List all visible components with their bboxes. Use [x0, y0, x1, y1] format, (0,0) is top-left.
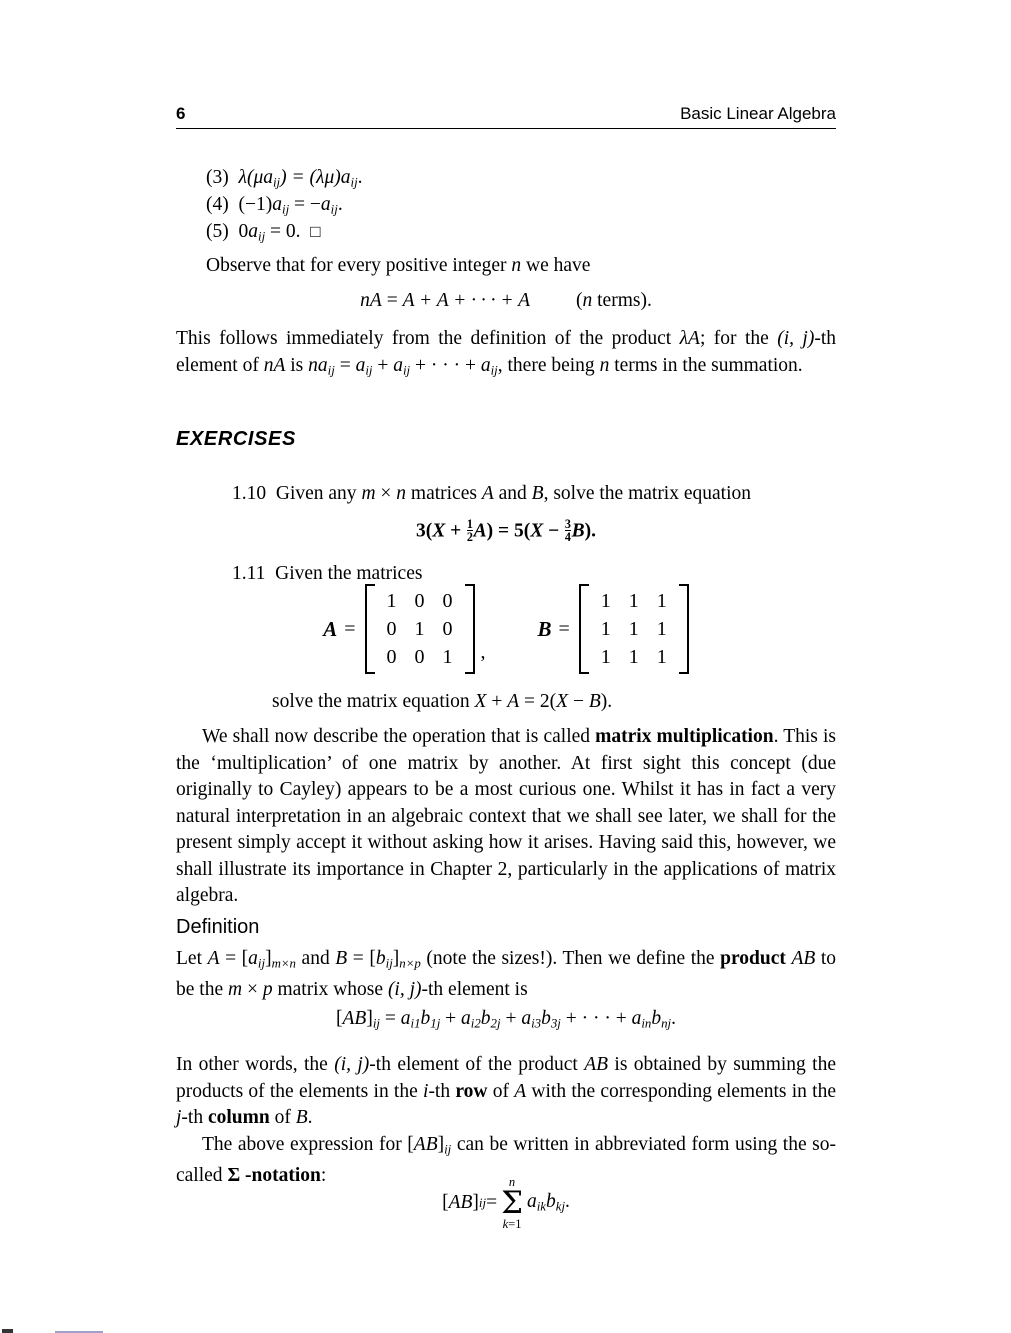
matrix-B-cell: 1 [656, 646, 667, 668]
matrix-B-row [592, 615, 676, 643]
follows-n: n [599, 354, 610, 376]
eqAB-t1-b-sub: 1j [430, 1016, 441, 1031]
exercises-heading: EXERCISES [176, 428, 296, 450]
matrix-A [365, 584, 475, 674]
def-times: × [242, 979, 263, 1001]
equation-summation [176, 1172, 836, 1234]
eqsum-b: b [546, 1191, 556, 1213]
def-aij-sub: ij [257, 956, 266, 971]
inother-end: . [307, 1107, 313, 1128]
exercise-1-11-number: 1.11 [232, 563, 266, 584]
matrix-B-row [592, 587, 676, 615]
def-c: ] [265, 948, 272, 969]
eqsum-sub: ij [478, 1195, 487, 1210]
inother-i-index: i [423, 1080, 429, 1102]
eq110-tail: ). [584, 520, 596, 542]
eqsum-bracket-close: ] [472, 1192, 479, 1213]
solve-minus: − [568, 691, 589, 712]
eqAB-t4-b-sub: nj [661, 1016, 672, 1031]
book-section-title: Basic Linear Algebra [680, 104, 836, 123]
def-j: matrix whose [272, 979, 388, 1001]
matrix-B-cell: 1 [600, 618, 611, 640]
eqAB-t1-b: b [420, 1008, 431, 1029]
matrix-A-cell: 0 [442, 618, 453, 640]
def-k: -th element is [421, 979, 528, 1001]
exercise-1-10 [232, 480, 751, 507]
matrix-separator-comma: , [480, 641, 486, 663]
fraction-one-half [467, 518, 473, 544]
follows-f: + [372, 354, 394, 376]
matrices-A-and-B [176, 588, 836, 670]
def-AB: AB [791, 948, 816, 969]
eq-nA-note-n: n [582, 290, 593, 311]
def-size-np: n×p [399, 956, 421, 971]
eqAB-t2-a-sub: i2 [470, 1016, 481, 1031]
def-A: A [207, 948, 220, 969]
eqAB-op2: + [500, 1008, 522, 1029]
def-aij: a [248, 948, 258, 969]
follows-aij2-sub: ij [402, 363, 411, 378]
matrix-A-row [378, 587, 462, 615]
summation-upper-limit: n [508, 1174, 516, 1189]
eq110-plus: + [445, 520, 467, 542]
matrix-B-cell: 1 [600, 590, 611, 612]
eqAB-op1: + [440, 1008, 462, 1029]
axiom-3-a2: a [340, 167, 351, 188]
observe-tail: we have [521, 255, 591, 276]
page-number: 6 [176, 104, 186, 123]
page-content [176, 0, 836, 1333]
matrix-B-cell: 1 [656, 590, 667, 612]
def-size-mn: m×n [271, 956, 296, 971]
eqsum-tail: . [565, 1191, 570, 1213]
inother-column-bold: column [207, 1107, 270, 1128]
solve-A: A [507, 691, 520, 712]
axiom-3-sub: ij [272, 175, 281, 190]
follows-aij1: a [355, 354, 366, 376]
matrix-B-equals: = [558, 617, 570, 640]
follows-g: + · · · + [410, 354, 481, 376]
abbrev-b: ] [437, 1134, 445, 1155]
def-g: (note the sizes!). Then we define the [420, 948, 721, 969]
eqAB-t1-a-sub: i1 [410, 1016, 421, 1031]
inother-h: of [269, 1107, 296, 1128]
exercise-1-10-times: × [375, 483, 397, 504]
summation-lower-rest: =1 [508, 1217, 522, 1231]
abbrev-c: can be written in abbreviated form using the so-called [176, 1134, 836, 1187]
exercise-1-10-text-b: matrices [406, 483, 482, 504]
abbrev-sigma-notation-bold: Σ -notation [227, 1165, 321, 1187]
inother-d: -th [428, 1080, 456, 1102]
def-i: to be the [176, 948, 837, 1001]
exercise-1-10-number: 1.10 [232, 483, 267, 504]
axiom-3-end: . [357, 167, 363, 188]
eqAB-t2-b: b [480, 1008, 491, 1029]
axiom-4-a: a [272, 194, 282, 215]
inother-A: A [514, 1080, 527, 1102]
axiom-4-pre: (−1) [238, 194, 273, 215]
inother-j-index: j [176, 1107, 182, 1128]
eq-nA-terms: A + A + · · · + A [402, 290, 531, 311]
exercise-1-10-text-c: and [493, 483, 532, 504]
matrix-A-cell: 1 [386, 590, 397, 612]
header-rule [176, 128, 836, 129]
axiom-4-number: (4) [206, 194, 229, 215]
matrix-A-cell: 0 [414, 646, 425, 668]
matrix-B-cell: 1 [600, 646, 611, 668]
eqsum-bracket-open: [ [442, 1192, 449, 1213]
eq-nA-n: n [360, 290, 370, 311]
def-m: m [227, 979, 243, 1001]
def-d: and [295, 948, 336, 969]
exercise-1-10-m: m [361, 483, 376, 504]
paragraph-follows [176, 326, 836, 384]
follows-e: = [334, 354, 356, 376]
abbrev-a: The above expression for [ [202, 1134, 414, 1155]
eq-nA-note-open: ( [576, 290, 583, 311]
observe-n: n [511, 255, 522, 276]
eqAB-bracket-open: [ [336, 1008, 343, 1029]
equation-nA [176, 288, 836, 315]
running-head [176, 104, 836, 134]
matrix-A-cell: 1 [442, 646, 453, 668]
axiom-5-sub: ij [258, 229, 266, 244]
eqAB-t2-b-sub: 2j [490, 1016, 501, 1031]
solve-X: X [474, 691, 487, 712]
eqAB-t3-b-sub: 3j [550, 1016, 561, 1031]
eqAB-rel: = [380, 1008, 401, 1029]
matrix-A-cell: 0 [386, 646, 397, 668]
matrix-B-cell: 1 [628, 618, 639, 640]
equation-AB-expansion [176, 1006, 836, 1037]
matrix-B-grid [592, 587, 676, 671]
def-ij: (i, j) [387, 979, 422, 1001]
eq110-lead: 3( [415, 520, 433, 542]
eq110-X2: X [530, 520, 544, 542]
eqsum-rel: = [486, 1192, 498, 1213]
eq-nA-note-rest: terms). [592, 290, 652, 311]
matrix-A-row [378, 643, 462, 671]
eqAB-AB: AB [342, 1008, 367, 1029]
summation-lower-limit [503, 1218, 522, 1231]
fraction-three-quarters [565, 518, 571, 544]
matrix-A-label: A [323, 616, 338, 641]
solve-text-a: solve the matrix equation [272, 691, 475, 712]
def-f: ] [392, 948, 400, 969]
summation-operator [501, 1176, 523, 1231]
solve-B: B [588, 691, 601, 712]
def-a: Let [176, 948, 208, 969]
follows-i: terms in the summation. [609, 354, 803, 376]
matrix-B-cell: 1 [628, 590, 639, 612]
axiom-3-number: (3) [206, 167, 229, 188]
follows-naij: na [308, 354, 328, 376]
matrix-A-grid [378, 587, 462, 671]
eqsum-a-sub: ik [536, 1199, 547, 1214]
def-B: B [335, 948, 348, 969]
axiom-4-sub2: ij [330, 202, 338, 217]
def-bij-sub: ij [385, 956, 393, 971]
axiom-5-mid: = 0. [265, 221, 301, 242]
follows-aij1-sub: ij [365, 363, 373, 378]
exercise-1-10-text-d: , solve the matrix equation [543, 483, 752, 504]
inother-e: of [487, 1080, 515, 1102]
def-bij: b [375, 948, 386, 969]
qed-box-icon: □ [310, 222, 321, 241]
inother-f: with the corresponding elements in the [526, 1080, 837, 1102]
eq-nA-rel: = [381, 290, 403, 311]
follows-aij2: a [393, 354, 403, 376]
def-p: p [262, 979, 273, 1001]
axiom-5-number: (5) [206, 221, 229, 242]
eqAB-t1-a: a [400, 1008, 411, 1029]
equation-1-10 [176, 518, 836, 545]
axiom-4-a2: a [320, 194, 331, 215]
axiom-4-end: . [337, 194, 343, 215]
solve-X2: X [556, 691, 569, 712]
fraction-one-half-numerator: 1 [466, 517, 473, 531]
def-e: = [ [347, 948, 376, 969]
exercise-1-11 [232, 560, 422, 587]
eqsum-terms [527, 1191, 570, 1215]
inother-b: -th element of the product [369, 1054, 585, 1075]
mult-para-b: . This is the ‘multiplication’ of one matrix by another. At first sight this concept (due originally to Cayley) appears to be a most curious one. Whilst it has in fact a very natural interpretation in an algebraic context that we shall see later, we shall for the present simply accept it without asking how it arises. Having said this, however, we shall illustrate its importance in Chapter 2, particularly in the applications of matrix algebra. [176, 726, 836, 906]
exercise-1-10-n: n [396, 483, 407, 504]
inother-AB: AB [584, 1054, 609, 1075]
fraction-three-quarters-numerator: 3 [564, 517, 571, 531]
follows-c: -th element of [176, 328, 837, 376]
follows-naij-sub: ij [327, 363, 335, 378]
follows-ij: (i, j) [777, 328, 815, 349]
eq110-A: A [473, 520, 487, 542]
eqAB-t4-a-sub: in [641, 1016, 652, 1031]
paragraph-definition [176, 946, 836, 1004]
observe-line [206, 252, 590, 279]
eqAB-t3-a: a [521, 1008, 532, 1029]
axiom-4-mid: = − [289, 194, 321, 215]
axiom-3-sub2: ij [350, 175, 358, 190]
eqAB-t4-b: b [651, 1008, 662, 1029]
abbrev-sub: ij [444, 1142, 452, 1157]
eq-nA-A: A [369, 290, 382, 311]
eqAB-tail: . [671, 1008, 676, 1029]
eqAB-t2-a: a [461, 1008, 471, 1029]
exercise-1-10-B: B [531, 483, 544, 504]
matrix-B [579, 584, 689, 674]
inother-c: is obtained by summing the products of the elements in the [176, 1054, 836, 1102]
abbrev-AB: AB [413, 1134, 438, 1155]
solve-plus: + [486, 691, 508, 712]
inother-a: In other words, the [176, 1054, 335, 1075]
axiom-3-a: a [263, 167, 273, 188]
eq110-B: B [571, 520, 585, 542]
eq110-minus: − [543, 520, 565, 542]
paragraph-in-other-words [176, 1052, 836, 1132]
eqsum-a: a [526, 1191, 537, 1213]
def-b: = [ [219, 948, 249, 969]
matrix-A-cell: 0 [442, 590, 453, 612]
solve-eq: = 2( [519, 691, 557, 712]
sigma-icon: Σ [501, 1185, 523, 1221]
axiom-3-lhs: λ(μ [238, 167, 264, 188]
eq110-mid: ) = 5( [486, 520, 531, 542]
eqAB-op3: + · · · + [560, 1008, 632, 1029]
eqsum-b-sub: kj [555, 1199, 566, 1214]
matrix-B-cell: 1 [628, 646, 639, 668]
exercise-1-11-text: Given the matrices [275, 563, 423, 584]
axiom-5-pre: 0 [238, 221, 249, 242]
def-bold-product: product [720, 948, 786, 969]
matrix-A-row [378, 615, 462, 643]
fraction-one-half-denominator: 2 [466, 530, 473, 545]
mult-para-a: We shall now describe the operation that is called [202, 726, 596, 747]
follows-aij3: a [480, 354, 491, 376]
eqsum-AB: AB [448, 1192, 473, 1213]
abbrev-d: : [320, 1165, 327, 1187]
mult-para-bold-term: matrix multiplication [595, 726, 774, 747]
follows-aij3-sub: ij [490, 363, 498, 378]
solve-tail: ). [600, 691, 613, 712]
inother-g: -th [181, 1107, 208, 1128]
follows-nA: nA [263, 354, 286, 376]
axiom-4-sub: ij [282, 202, 290, 217]
axiom-3-mid: ) = (λμ) [280, 167, 341, 188]
matrix-A-cell: 1 [414, 618, 425, 640]
inother-row-bold: row [455, 1080, 488, 1102]
axiom-item-5 [206, 218, 321, 251]
axiom-5-a: a [248, 221, 258, 242]
summation-lower-k: k [502, 1217, 509, 1231]
inother-ij: (i, j) [334, 1054, 370, 1075]
follows-d: is [285, 354, 309, 376]
matrix-B-label: B [537, 616, 552, 641]
matrix-A-equals: = [344, 617, 356, 640]
fraction-three-quarters-denominator: 4 [564, 530, 571, 545]
eqAB-bracket-close: ] [366, 1008, 373, 1029]
eq110-X1: X [432, 520, 446, 542]
eqAB-t3-a-sub: i3 [531, 1016, 542, 1031]
follows-a: This follows immediately from the definition of the product [176, 328, 680, 349]
eqAB-t4-a: a [631, 1008, 642, 1029]
paragraph-matrix-multiplication [176, 724, 836, 910]
matrix-A-cell: 0 [414, 590, 425, 612]
eqAB-sub: ij [372, 1016, 380, 1031]
inother-B: B [295, 1107, 308, 1128]
scan-artifact-left [2, 1329, 13, 1333]
matrix-B-row [592, 643, 676, 671]
follows-lambdaA: λA [679, 328, 700, 349]
definition-heading: Definition [176, 916, 260, 938]
exercise-1-11-solve [272, 688, 612, 715]
matrix-B-cell: 1 [656, 618, 667, 640]
exercise-1-10-A: A [481, 483, 494, 504]
exercise-1-10-text-a: Given any [275, 483, 362, 504]
matrix-A-cell: 0 [386, 618, 397, 640]
follows-h: , there being [497, 354, 600, 376]
eqAB-t3-b: b [541, 1008, 551, 1029]
follows-b: ; for the [699, 328, 778, 349]
observe-lead: Observe that for every positive integer [206, 255, 512, 276]
